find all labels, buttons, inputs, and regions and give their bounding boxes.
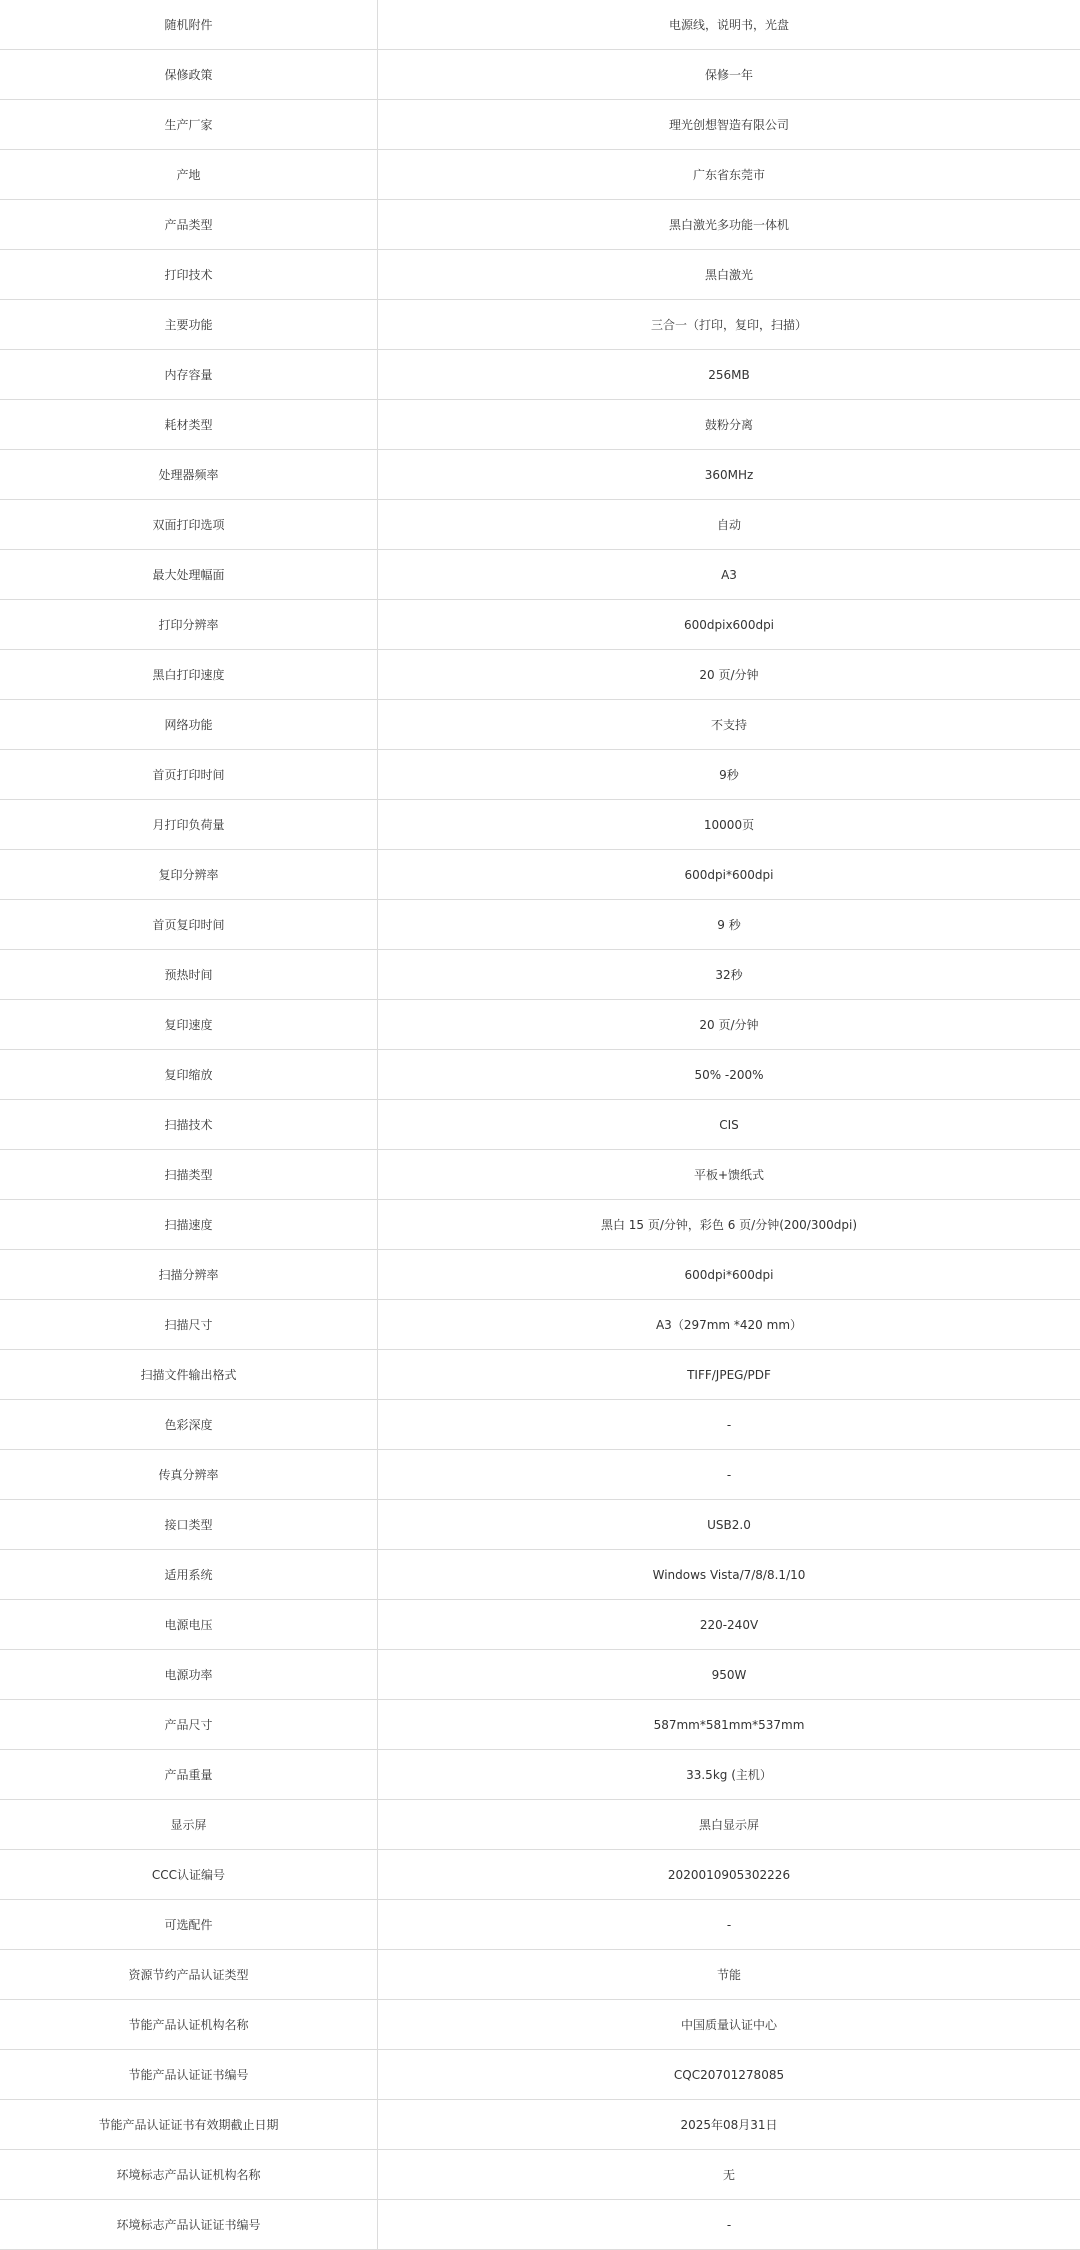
spec-value: 2020010905302226 (378, 1850, 1080, 1900)
spec-value: 2025年08月31日 (378, 2100, 1080, 2150)
table-row (0, 400, 1080, 450)
spec-label: 节能产品认证证书编号 (0, 2050, 378, 2100)
spec-value: TIFF/JPEG/PDF (378, 1350, 1080, 1400)
table-row (0, 700, 1080, 750)
spec-label: 资源节约产品认证类型 (0, 1950, 378, 2000)
table-row (0, 1150, 1080, 1200)
spec-label: 生产厂家 (0, 100, 378, 150)
spec-value: 32秒 (378, 950, 1080, 1000)
spec-label: 复印缩放 (0, 1050, 378, 1100)
table-row (0, 1800, 1080, 1850)
spec-label: 月打印负荷量 (0, 800, 378, 850)
table-row (0, 1900, 1080, 1950)
spec-value: 黑白激光多功能一体机 (378, 200, 1080, 250)
table-row (0, 550, 1080, 600)
spec-label: 复印分辨率 (0, 850, 378, 900)
table-row (0, 200, 1080, 250)
spec-value: 9 秒 (378, 900, 1080, 950)
spec-value: 黑白激光 (378, 250, 1080, 300)
spec-label: 扫描文件输出格式 (0, 1350, 378, 1400)
spec-value: 360MHz (378, 450, 1080, 500)
table-row (0, 1450, 1080, 1500)
table-row (0, 350, 1080, 400)
table-row (0, 0, 1080, 50)
spec-label: 扫描尺寸 (0, 1300, 378, 1350)
table-row (0, 250, 1080, 300)
spec-value: 自动 (378, 500, 1080, 550)
spec-label: 电源功率 (0, 1650, 378, 1700)
table-row (0, 800, 1080, 850)
spec-value: 不支持 (378, 700, 1080, 750)
spec-value: 600dpi*600dpi (378, 850, 1080, 900)
table-row (0, 2050, 1080, 2100)
spec-value: - (378, 1400, 1080, 1450)
spec-value: 256MB (378, 350, 1080, 400)
table-row (0, 1750, 1080, 1800)
spec-label: 网络功能 (0, 700, 378, 750)
spec-value: 950W (378, 1650, 1080, 1700)
spec-value: - (378, 1450, 1080, 1500)
table-row (0, 1100, 1080, 1150)
spec-label: 随机附件 (0, 0, 378, 50)
table-row (0, 1350, 1080, 1400)
spec-value: 20 页/分钟 (378, 650, 1080, 700)
spec-label: 内存容量 (0, 350, 378, 400)
spec-label: 最大处理幅面 (0, 550, 378, 600)
spec-label: 色彩深度 (0, 1400, 378, 1450)
spec-label: 扫描分辨率 (0, 1250, 378, 1300)
spec-value: 黑白 15 页/分钟，彩色 6 页/分钟(200/300dpi) (378, 1200, 1080, 1250)
spec-label: 扫描类型 (0, 1150, 378, 1200)
table-row (0, 1650, 1080, 1700)
spec-value: CQC20701278085 (378, 2050, 1080, 2100)
spec-value: 广东省东莞市 (378, 150, 1080, 200)
spec-label: 传真分辨率 (0, 1450, 378, 1500)
spec-label: 产地 (0, 150, 378, 200)
spec-label: 复印速度 (0, 1000, 378, 1050)
spec-value: 节能 (378, 1950, 1080, 2000)
spec-label: 双面打印选项 (0, 500, 378, 550)
table-row (0, 50, 1080, 100)
spec-value: 理光创想智造有限公司 (378, 100, 1080, 150)
table-row (0, 500, 1080, 550)
spec-value: A3（297mm *420 mm） (378, 1300, 1080, 1350)
table-row (0, 1200, 1080, 1250)
spec-value: 保修一年 (378, 50, 1080, 100)
table-row (0, 1850, 1080, 1900)
spec-value: 10000页 (378, 800, 1080, 850)
spec-value: 20 页/分钟 (378, 1000, 1080, 1050)
spec-label: 打印技术 (0, 250, 378, 300)
spec-label: 处理器频率 (0, 450, 378, 500)
table-row (0, 1000, 1080, 1050)
spec-value: 中国质量认证中心 (378, 2000, 1080, 2050)
table-row (0, 850, 1080, 900)
spec-value: 600dpi*600dpi (378, 1250, 1080, 1300)
spec-label: 适用系统 (0, 1550, 378, 1600)
spec-value: - (378, 2200, 1080, 2250)
spec-value: 33.5kg (主机） (378, 1750, 1080, 1800)
spec-value: USB2.0 (378, 1500, 1080, 1550)
spec-label: 产品重量 (0, 1750, 378, 1800)
table-row (0, 2000, 1080, 2050)
table-row (0, 1550, 1080, 1600)
spec-value: 鼓粉分离 (378, 400, 1080, 450)
table-row (0, 1400, 1080, 1450)
spec-value: A3 (378, 550, 1080, 600)
table-row (0, 600, 1080, 650)
spec-label: 耗材类型 (0, 400, 378, 450)
table-row (0, 650, 1080, 700)
table-row (0, 300, 1080, 350)
spec-label: 产品尺寸 (0, 1700, 378, 1750)
spec-label: 主要功能 (0, 300, 378, 350)
table-row (0, 1500, 1080, 1550)
table-row (0, 2100, 1080, 2150)
spec-label: 可选配件 (0, 1900, 378, 1950)
spec-value: 220-240V (378, 1600, 1080, 1650)
table-row (0, 950, 1080, 1000)
spec-label: 打印分辨率 (0, 600, 378, 650)
spec-value: 无 (378, 2150, 1080, 2200)
table-row (0, 100, 1080, 150)
spec-label: 产品类型 (0, 200, 378, 250)
table-row (0, 1050, 1080, 1100)
table-row (0, 2200, 1080, 2250)
spec-value: 50% -200% (378, 1050, 1080, 1100)
spec-label: CCC认证编号 (0, 1850, 378, 1900)
spec-label: 节能产品认证机构名称 (0, 2000, 378, 2050)
spec-label: 接口类型 (0, 1500, 378, 1550)
table-row (0, 1300, 1080, 1350)
table-row (0, 1250, 1080, 1300)
spec-value: 平板+馈纸式 (378, 1150, 1080, 1200)
spec-label: 扫描技术 (0, 1100, 378, 1150)
spec-label: 首页打印时间 (0, 750, 378, 800)
spec-value: 三合一（打印，复印，扫描） (378, 300, 1080, 350)
table-row (0, 900, 1080, 950)
table-row (0, 450, 1080, 500)
table-row (0, 150, 1080, 200)
table-row (0, 1700, 1080, 1750)
spec-label: 黑白打印速度 (0, 650, 378, 700)
spec-value: 9秒 (378, 750, 1080, 800)
spec-label: 保修政策 (0, 50, 378, 100)
table-row (0, 1950, 1080, 2000)
spec-label: 首页复印时间 (0, 900, 378, 950)
spec-value: 电源线，说明书，光盘 (378, 0, 1080, 50)
spec-label: 电源电压 (0, 1600, 378, 1650)
spec-label: 环境标志产品认证机构名称 (0, 2150, 378, 2200)
spec-value: CIS (378, 1100, 1080, 1150)
spec-value: 黑白显示屏 (378, 1800, 1080, 1850)
table-row (0, 750, 1080, 800)
spec-value: Windows Vista/7/8/8.1/10 (378, 1550, 1080, 1600)
spec-label: 环境标志产品认证证书编号 (0, 2200, 378, 2250)
spec-value: 600dpix600dpi (378, 600, 1080, 650)
spec-value: 587mm*581mm*537mm (378, 1700, 1080, 1750)
table-row (0, 1600, 1080, 1650)
spec-label: 显示屏 (0, 1800, 378, 1850)
spec-label: 扫描速度 (0, 1200, 378, 1250)
spec-label: 预热时间 (0, 950, 378, 1000)
spec-value: - (378, 1900, 1080, 1950)
table-row (0, 2150, 1080, 2200)
spec-label: 节能产品认证证书有效期截止日期 (0, 2100, 378, 2150)
